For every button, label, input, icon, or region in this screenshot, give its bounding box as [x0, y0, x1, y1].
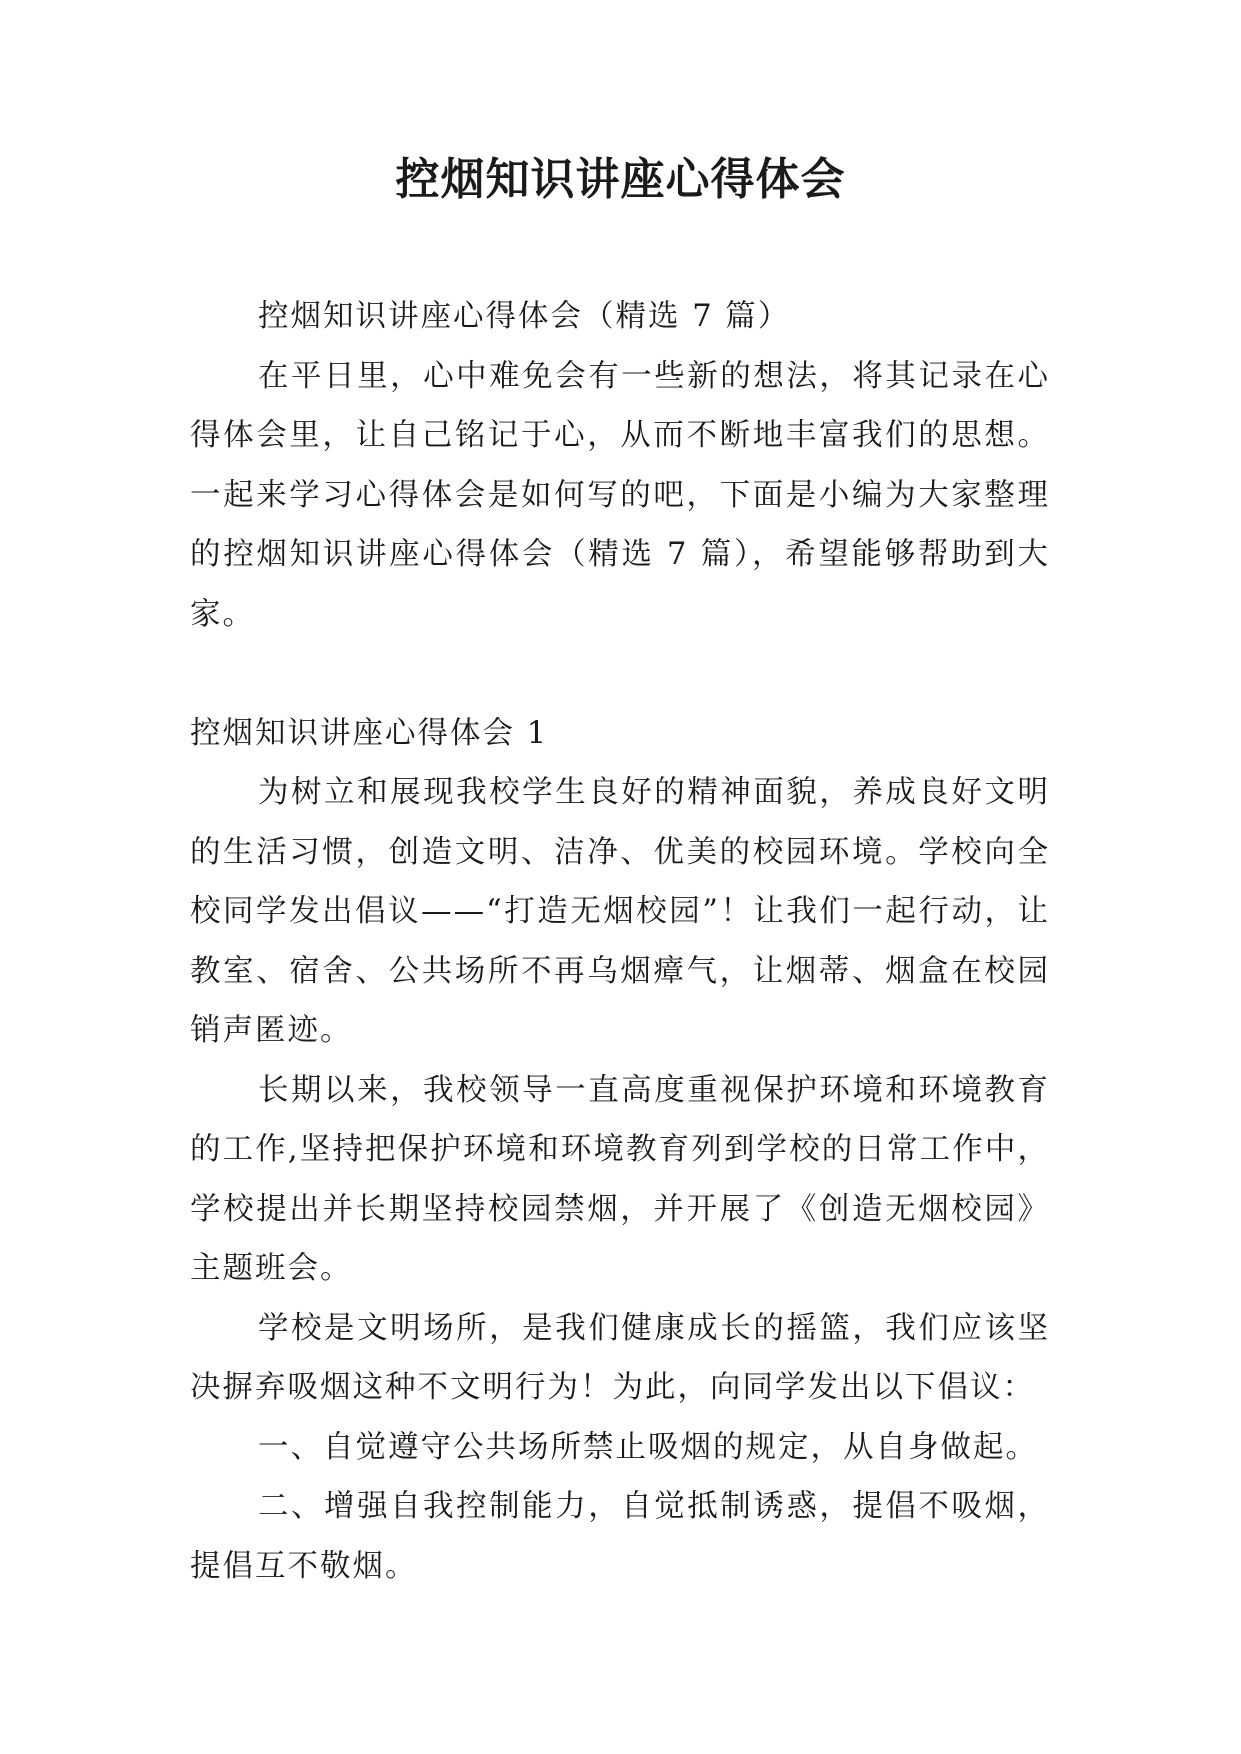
section-paragraph-5: 二、增强自我控制能力，自觉抵制诱惑，提倡不吸烟，提倡互不敬烟。 [190, 1489, 1050, 1584]
section-spacer [190, 644, 1050, 704]
document-body [190, 287, 1050, 1596]
intro-paragraph: 在平日里，心中难免会有一些新的想法，将其记录在心得体会里，让自己铭记于心，从而不断地丰富我们的思想。一起来学习心得体会是如何写的吧，下面是小编为大家整理的控烟知识讲座心得体会（精选 7 篇），希望能够帮助到大家。 [190, 358, 1050, 632]
section-paragraph-1: 为树立和展现我校学生良好的精神面貌，养成良好文明的生活习惯，创造文明、洁净、优美的校园环境。学校向全校同学发出倡议——“打造无烟校园”！让我们一起行动，让教室、宿舍、公共场所不再乌烟瘴气，让烟蒂、烟盒在校园销声匿迹。 [190, 775, 1050, 1048]
section-paragraph-4: 一、自觉遵守公共场所禁止吸烟的规定，从自身做起。 [258, 1429, 1038, 1465]
document-subtitle: 控烟知识讲座心得体会（精选 7 篇） [258, 299, 791, 334]
document-title: 控烟知识讲座心得体会 [395, 154, 846, 205]
section-heading: 控烟知识讲座心得体会 1 [190, 715, 549, 751]
section-paragraph-2: 长期以来，我校领导一直高度重视保护环境和环境教育的工作,坚持把保护环境和环境教育列到学校的日常工作中，学校提出并长期坚持校园禁烟，并开展了《创造无烟校园》主题班会。 [190, 1072, 1050, 1286]
section-paragraph-3: 学校是文明场所，是我们健康成长的摇篮，我们应该坚决摒弃吸烟这种不文明行为！为此，向同学发出以下倡议： [190, 1310, 1050, 1405]
